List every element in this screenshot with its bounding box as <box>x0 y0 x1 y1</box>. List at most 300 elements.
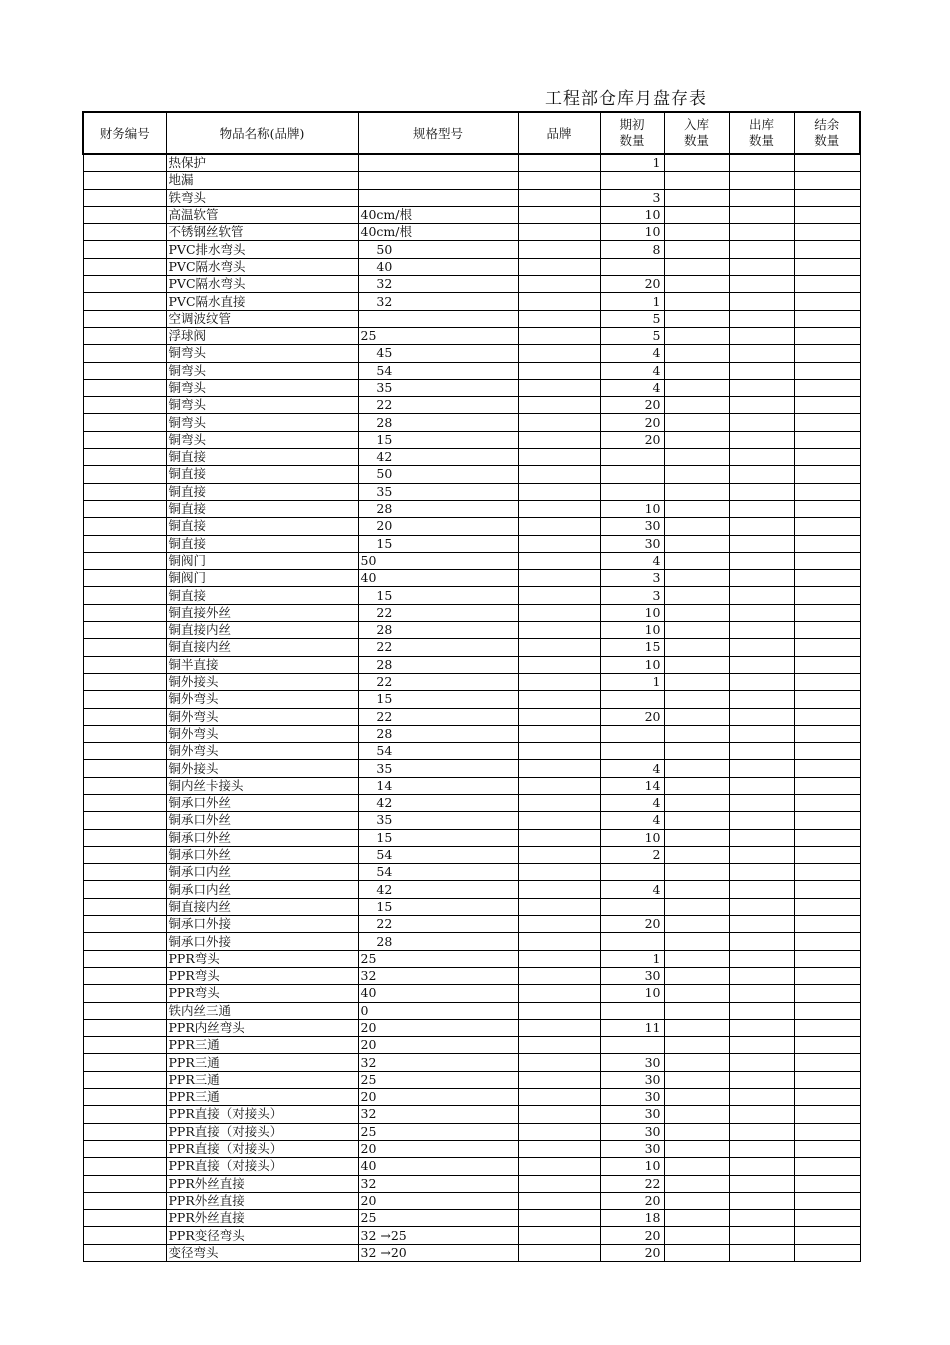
cell-out-qty <box>729 1140 794 1157</box>
cell-opening-qty <box>600 466 664 483</box>
cell-spec: 32 <box>358 1175 518 1192</box>
cell-brand <box>518 673 600 690</box>
cell-out-qty <box>729 552 794 569</box>
header-spec: 规格型号 <box>358 112 518 154</box>
cell-spec: 40 <box>358 985 518 1002</box>
cell-balance-qty <box>794 258 860 275</box>
cell-spec: 40 <box>358 570 518 587</box>
cell-out-qty <box>729 1123 794 1140</box>
cell-in-qty <box>664 310 729 327</box>
cell-opening-qty: 10 <box>600 604 664 621</box>
cell-brand <box>518 777 600 794</box>
cell-balance-qty <box>794 535 860 552</box>
cell-out-qty <box>729 777 794 794</box>
cell-out-qty <box>729 1158 794 1175</box>
cell-balance-qty <box>794 639 860 656</box>
cell-spec: 50 <box>358 241 518 258</box>
cell-opening-qty: 30 <box>600 1071 664 1088</box>
cell-out-qty <box>729 483 794 500</box>
cell-item-name: 铜承口外接 <box>166 916 358 933</box>
cell-item-name: 铜弯头 <box>166 379 358 396</box>
cell-out-qty <box>729 967 794 984</box>
cell-out-qty <box>729 518 794 535</box>
table-row <box>83 1140 860 1157</box>
cell-item-name: PPR弯头 <box>166 985 358 1002</box>
cell-finance-no <box>83 622 166 639</box>
cell-finance-no <box>83 1227 166 1244</box>
cell-balance-qty <box>794 829 860 846</box>
cell-item-name: 铜承口内丝 <box>166 864 358 881</box>
cell-brand <box>518 224 600 241</box>
table-row <box>83 206 860 223</box>
cell-finance-no <box>83 950 166 967</box>
cell-balance-qty <box>794 846 860 863</box>
cell-in-qty <box>664 397 729 414</box>
cell-item-name: 热保护 <box>166 154 358 172</box>
cell-item-name: 铜弯头 <box>166 345 358 362</box>
table-row <box>83 570 860 587</box>
cell-in-qty <box>664 1106 729 1123</box>
header-item-name: 物品名称(品牌) <box>166 112 358 154</box>
header-opening-line2: 数量 <box>619 133 645 148</box>
cell-balance-qty <box>794 449 860 466</box>
cell-out-qty <box>729 172 794 189</box>
cell-in-qty <box>664 691 729 708</box>
cell-in-qty <box>664 1227 729 1244</box>
cell-finance-no <box>83 1158 166 1175</box>
cell-finance-no <box>83 310 166 327</box>
cell-balance-qty <box>794 760 860 777</box>
header-opening-qty <box>600 112 664 154</box>
cell-balance-qty <box>794 466 860 483</box>
header-out-line2: 数量 <box>748 133 774 148</box>
table-row <box>83 933 860 950</box>
cell-spec: 35 <box>358 483 518 500</box>
header-out-qty <box>729 112 794 154</box>
cell-spec: 22 <box>358 397 518 414</box>
cell-balance-qty <box>794 725 860 742</box>
cell-finance-no <box>83 967 166 984</box>
cell-item-name: 铜外接头 <box>166 760 358 777</box>
cell-balance-qty <box>794 898 860 915</box>
cell-out-qty <box>729 397 794 414</box>
cell-brand <box>518 172 600 189</box>
table-row <box>83 449 860 466</box>
cell-balance-qty <box>794 1071 860 1088</box>
cell-spec: 28 <box>358 500 518 517</box>
cell-in-qty <box>664 639 729 656</box>
cell-brand <box>518 1002 600 1019</box>
cell-out-qty <box>729 570 794 587</box>
table-row <box>83 1019 860 1036</box>
cell-out-qty <box>729 241 794 258</box>
cell-balance-qty <box>794 1037 860 1054</box>
cell-opening-qty: 20 <box>600 397 664 414</box>
cell-brand <box>518 1158 600 1175</box>
cell-out-qty <box>729 1002 794 1019</box>
cell-item-name: PPR直接（对接头） <box>166 1106 358 1123</box>
cell-item-name: 铜半直接 <box>166 656 358 673</box>
cell-item-name: 变径弯头 <box>166 1244 358 1261</box>
cell-spec: 15 <box>358 587 518 604</box>
cell-opening-qty: 8 <box>600 241 664 258</box>
cell-balance-qty <box>794 985 860 1002</box>
cell-finance-no <box>83 812 166 829</box>
cell-in-qty <box>664 1244 729 1261</box>
cell-finance-no <box>83 985 166 1002</box>
cell-finance-no <box>83 500 166 517</box>
cell-opening-qty: 30 <box>600 1089 664 1106</box>
table-row <box>83 898 860 915</box>
cell-spec: 20 <box>358 1140 518 1157</box>
cell-item-name: 铜直接内丝 <box>166 639 358 656</box>
cell-brand <box>518 725 600 742</box>
cell-in-qty <box>664 812 729 829</box>
cell-out-qty <box>729 829 794 846</box>
cell-spec: 25 <box>358 1210 518 1227</box>
cell-brand <box>518 864 600 881</box>
table-row <box>83 743 860 760</box>
cell-finance-no <box>83 760 166 777</box>
cell-brand <box>518 293 600 310</box>
cell-out-qty <box>729 1192 794 1209</box>
cell-balance-qty <box>794 362 860 379</box>
cell-in-qty <box>664 829 729 846</box>
cell-out-qty <box>729 258 794 275</box>
cell-out-qty <box>729 1106 794 1123</box>
cell-in-qty <box>664 379 729 396</box>
cell-item-name: 铜直接 <box>166 535 358 552</box>
cell-finance-no <box>83 431 166 448</box>
cell-finance-no <box>83 1019 166 1036</box>
cell-spec: 35 <box>358 812 518 829</box>
cell-opening-qty <box>600 691 664 708</box>
cell-item-name: PPR外丝直接 <box>166 1175 358 1192</box>
cell-out-qty <box>729 1089 794 1106</box>
cell-item-name: 铜直接 <box>166 449 358 466</box>
cell-brand <box>518 1037 600 1054</box>
cell-in-qty <box>664 1123 729 1140</box>
cell-finance-no <box>83 206 166 223</box>
cell-brand <box>518 518 600 535</box>
cell-finance-no <box>83 725 166 742</box>
table-row <box>83 362 860 379</box>
cell-finance-no <box>83 379 166 396</box>
cell-opening-qty: 4 <box>600 794 664 811</box>
cell-finance-no <box>83 1054 166 1071</box>
table-row <box>83 916 860 933</box>
cell-in-qty <box>664 846 729 863</box>
cell-spec: 15 <box>358 691 518 708</box>
cell-balance-qty <box>794 552 860 569</box>
cell-finance-no <box>83 362 166 379</box>
cell-in-qty <box>664 777 729 794</box>
cell-out-qty <box>729 864 794 881</box>
cell-opening-qty: 3 <box>600 189 664 206</box>
cell-finance-no <box>83 1123 166 1140</box>
cell-in-qty <box>664 1210 729 1227</box>
cell-spec: 50 <box>358 552 518 569</box>
cell-spec: 42 <box>358 794 518 811</box>
cell-opening-qty: 30 <box>600 535 664 552</box>
cell-finance-no <box>83 345 166 362</box>
cell-spec: 25 <box>358 1071 518 1088</box>
cell-out-qty <box>729 898 794 915</box>
cell-spec: 14 <box>358 777 518 794</box>
cell-in-qty <box>664 552 729 569</box>
cell-brand <box>518 379 600 396</box>
table-row <box>83 1227 860 1244</box>
cell-item-name: 高温软管 <box>166 206 358 223</box>
cell-brand <box>518 760 600 777</box>
cell-balance-qty <box>794 864 860 881</box>
cell-balance-qty <box>794 1106 860 1123</box>
table-row <box>83 1054 860 1071</box>
cell-finance-no <box>83 552 166 569</box>
cell-finance-no <box>83 933 166 950</box>
cell-item-name: 铜直接外丝 <box>166 604 358 621</box>
cell-spec: 35 <box>358 379 518 396</box>
cell-brand <box>518 1054 600 1071</box>
cell-opening-qty: 15 <box>600 639 664 656</box>
cell-finance-no <box>83 1244 166 1261</box>
cell-in-qty <box>664 1054 729 1071</box>
cell-finance-no <box>83 570 166 587</box>
cell-balance-qty <box>794 587 860 604</box>
cell-out-qty <box>729 708 794 725</box>
cell-out-qty <box>729 1054 794 1071</box>
cell-spec: 32 <box>358 1106 518 1123</box>
table-row <box>83 846 860 863</box>
cell-item-name: PPR三通 <box>166 1089 358 1106</box>
cell-in-qty <box>664 258 729 275</box>
cell-item-name: 铜直接 <box>166 500 358 517</box>
cell-out-qty <box>729 379 794 396</box>
table-row <box>83 1089 860 1106</box>
cell-balance-qty <box>794 500 860 517</box>
cell-item-name: 不锈钢丝软管 <box>166 224 358 241</box>
cell-out-qty <box>729 1210 794 1227</box>
cell-opening-qty: 20 <box>600 1192 664 1209</box>
table-row <box>83 622 860 639</box>
cell-item-name: PPR三通 <box>166 1037 358 1054</box>
cell-finance-no <box>83 691 166 708</box>
cell-brand <box>518 967 600 984</box>
header-finance-no: 财务编号 <box>83 112 166 154</box>
cell-item-name: 地漏 <box>166 172 358 189</box>
cell-finance-no <box>83 846 166 863</box>
cell-brand <box>518 449 600 466</box>
cell-item-name: 铜直接 <box>166 587 358 604</box>
cell-out-qty <box>729 449 794 466</box>
cell-balance-qty <box>794 327 860 344</box>
cell-spec <box>358 154 518 172</box>
cell-in-qty <box>664 794 729 811</box>
cell-balance-qty <box>794 1244 860 1261</box>
cell-spec: 15 <box>358 535 518 552</box>
cell-finance-no <box>83 293 166 310</box>
table-row <box>83 639 860 656</box>
cell-out-qty <box>729 535 794 552</box>
table-row <box>83 1123 860 1140</box>
cell-finance-no <box>83 483 166 500</box>
cell-opening-qty <box>600 449 664 466</box>
cell-opening-qty: 20 <box>600 276 664 293</box>
cell-opening-qty <box>600 933 664 950</box>
cell-opening-qty: 20 <box>600 1227 664 1244</box>
cell-item-name: 铜外弯头 <box>166 691 358 708</box>
cell-balance-qty <box>794 1175 860 1192</box>
cell-item-name: 铜外弯头 <box>166 725 358 742</box>
cell-out-qty <box>729 1071 794 1088</box>
cell-out-qty <box>729 1175 794 1192</box>
cell-balance-qty <box>794 1089 860 1106</box>
cell-balance-qty <box>794 812 860 829</box>
cell-out-qty <box>729 154 794 172</box>
cell-out-qty <box>729 500 794 517</box>
cell-brand <box>518 1140 600 1157</box>
cell-spec: 42 <box>358 449 518 466</box>
cell-item-name: PPR内丝弯头 <box>166 1019 358 1036</box>
cell-item-name: PPR外丝直接 <box>166 1192 358 1209</box>
cell-finance-no <box>83 535 166 552</box>
cell-item-name: 铜承口外丝 <box>166 812 358 829</box>
cell-out-qty <box>729 691 794 708</box>
cell-brand <box>518 1123 600 1140</box>
cell-spec <box>358 310 518 327</box>
table-row <box>83 656 860 673</box>
cell-finance-no <box>83 1106 166 1123</box>
cell-item-name: 铜外弯头 <box>166 743 358 760</box>
table-row <box>83 224 860 241</box>
cell-in-qty <box>664 604 729 621</box>
cell-out-qty <box>729 1037 794 1054</box>
table-row <box>83 379 860 396</box>
table-row <box>83 535 860 552</box>
cell-in-qty <box>664 276 729 293</box>
cell-spec: 40cm/根 <box>358 206 518 223</box>
cell-opening-qty: 20 <box>600 431 664 448</box>
table-row <box>83 518 860 535</box>
table-row <box>83 760 860 777</box>
table-row <box>83 673 860 690</box>
cell-opening-qty: 20 <box>600 1244 664 1261</box>
cell-finance-no <box>83 224 166 241</box>
cell-in-qty <box>664 743 729 760</box>
table-row <box>83 500 860 517</box>
cell-in-qty <box>664 1158 729 1175</box>
cell-opening-qty: 20 <box>600 916 664 933</box>
cell-item-name: PPR直接（对接头） <box>166 1123 358 1140</box>
table-row <box>83 552 860 569</box>
cell-in-qty <box>664 518 729 535</box>
cell-item-name: PVC隔水弯头 <box>166 276 358 293</box>
table-row <box>83 967 860 984</box>
table-row <box>83 985 860 1002</box>
cell-spec: 50 <box>358 466 518 483</box>
table-row <box>83 725 860 742</box>
cell-balance-qty <box>794 570 860 587</box>
cell-balance-qty <box>794 206 860 223</box>
cell-balance-qty <box>794 1140 860 1157</box>
cell-opening-qty <box>600 258 664 275</box>
cell-item-name: PVC隔水弯头 <box>166 258 358 275</box>
cell-in-qty <box>664 725 729 742</box>
table-row <box>83 1071 860 1088</box>
cell-brand <box>518 327 600 344</box>
cell-opening-qty: 30 <box>600 1054 664 1071</box>
cell-finance-no <box>83 1140 166 1157</box>
cell-spec: 28 <box>358 622 518 639</box>
cell-out-qty <box>729 743 794 760</box>
cell-in-qty <box>664 967 729 984</box>
cell-out-qty <box>729 622 794 639</box>
cell-brand <box>518 985 600 1002</box>
table-row <box>83 604 860 621</box>
cell-brand <box>518 310 600 327</box>
cell-finance-no <box>83 466 166 483</box>
cell-balance-qty <box>794 1192 860 1209</box>
cell-out-qty <box>729 345 794 362</box>
cell-in-qty <box>664 656 729 673</box>
cell-brand <box>518 881 600 898</box>
cell-finance-no <box>83 327 166 344</box>
cell-opening-qty: 10 <box>600 500 664 517</box>
cell-balance-qty <box>794 794 860 811</box>
table-row <box>83 241 860 258</box>
cell-spec: 32 <box>358 293 518 310</box>
cell-brand <box>518 691 600 708</box>
cell-balance-qty <box>794 414 860 431</box>
cell-balance-qty <box>794 950 860 967</box>
cell-opening-qty: 5 <box>600 310 664 327</box>
cell-in-qty <box>664 483 729 500</box>
cell-brand <box>518 397 600 414</box>
cell-spec: 22 <box>358 639 518 656</box>
cell-spec: 54 <box>358 846 518 863</box>
cell-finance-no <box>83 1071 166 1088</box>
cell-opening-qty: 4 <box>600 760 664 777</box>
cell-brand <box>518 258 600 275</box>
cell-brand <box>518 812 600 829</box>
cell-in-qty <box>664 881 729 898</box>
cell-out-qty <box>729 812 794 829</box>
cell-spec: 20 <box>358 1192 518 1209</box>
cell-opening-qty: 22 <box>600 1175 664 1192</box>
cell-item-name: 铜内丝卡接头 <box>166 777 358 794</box>
cell-brand <box>518 1210 600 1227</box>
cell-opening-qty <box>600 483 664 500</box>
cell-item-name: 铜承口外丝 <box>166 829 358 846</box>
cell-out-qty <box>729 916 794 933</box>
cell-spec: 40 <box>358 1158 518 1175</box>
cell-brand <box>518 535 600 552</box>
cell-balance-qty <box>794 604 860 621</box>
cell-balance-qty <box>794 691 860 708</box>
cell-item-name: PVC隔水直接 <box>166 293 358 310</box>
cell-item-name: PPR弯头 <box>166 950 358 967</box>
cell-brand <box>518 794 600 811</box>
cell-brand <box>518 1192 600 1209</box>
cell-out-qty <box>729 587 794 604</box>
cell-out-qty <box>729 881 794 898</box>
cell-spec: 28 <box>358 725 518 742</box>
cell-balance-qty <box>794 1123 860 1140</box>
cell-balance-qty <box>794 293 860 310</box>
cell-out-qty <box>729 985 794 1002</box>
table-row <box>83 587 860 604</box>
cell-balance-qty <box>794 310 860 327</box>
